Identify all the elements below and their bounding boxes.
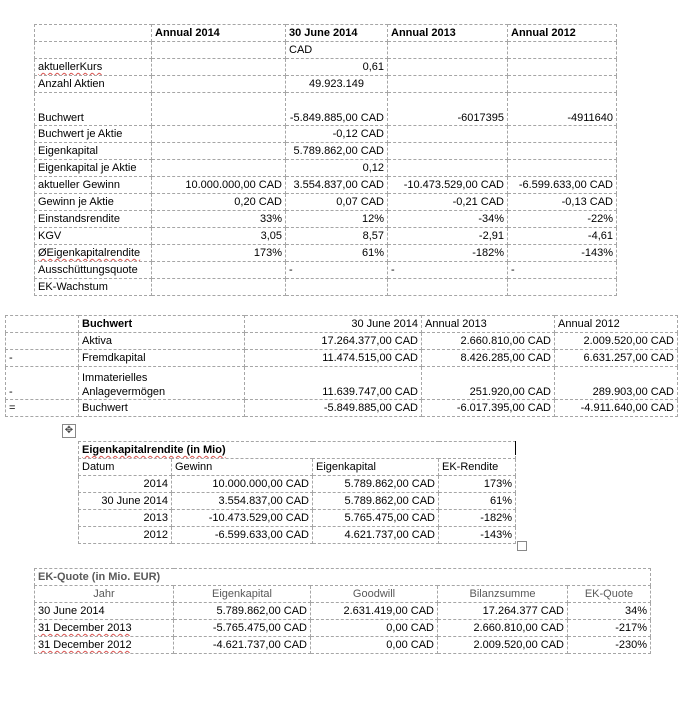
table-row [35, 93, 617, 126]
table-cell[interactable]: -6017395 [388, 93, 508, 126]
table-cell[interactable]: 2.660.810,00 CAD [438, 620, 568, 637]
table-cell[interactable]: -6.017.395,00 CAD [422, 400, 555, 417]
table-cell[interactable] [35, 42, 152, 59]
table-cell[interactable]: 30 June 2014 [35, 603, 174, 620]
table-cell[interactable]: 0,20 CAD [152, 194, 286, 211]
table-cell[interactable]: 5.789.862,00 CAD [313, 476, 439, 493]
table-cell[interactable]: 2014 [79, 476, 172, 493]
table-row [79, 493, 516, 510]
table-cell[interactable] [152, 126, 286, 143]
table-cell[interactable]: 2013 [79, 510, 172, 527]
table-cell[interactable]: 2.631.419,00 CAD [311, 603, 438, 620]
table-title[interactable]: EK-Quote (in Mio. EUR) [35, 569, 651, 586]
table-cell[interactable]: 10.000.000,00 CAD [172, 476, 313, 493]
table-cell[interactable] [508, 42, 617, 59]
table-cell[interactable]: -10.473.529,00 CAD [388, 177, 508, 194]
stock-metrics-table [34, 24, 617, 296]
table-cell[interactable]: 0,12 [286, 160, 388, 177]
table-cell[interactable]: -5.765.475,00 CAD [174, 620, 311, 637]
table-row [35, 160, 617, 177]
table-cell[interactable]: 31 December 2013 [35, 620, 174, 637]
table-header-cell[interactable]: Gewinn [172, 459, 313, 476]
table-header-row [35, 586, 651, 603]
table-cell[interactable]: Gewinn je Aktie [35, 194, 152, 211]
table-header-cell[interactable]: Annual 2013 [388, 25, 508, 42]
move-icon[interactable]: ✥ [62, 424, 76, 438]
book-value-table [5, 315, 678, 417]
equity-return-table [78, 441, 516, 544]
table-cell[interactable]: 61% [439, 493, 516, 510]
table-cell[interactable]: 5.789.862,00 CAD [313, 493, 439, 510]
table-cell[interactable]: -182% [388, 245, 508, 262]
table-header-cell[interactable]: Annual 2014 [152, 25, 286, 42]
table-header-cell[interactable]: Eigenkapital [174, 586, 311, 603]
table-title-cell[interactable] [79, 442, 516, 459]
table-cell[interactable] [6, 333, 79, 350]
table-cell[interactable]: Buchwert [35, 93, 152, 126]
table-cell[interactable]: -4911640 [508, 93, 617, 126]
table-header-row [79, 459, 516, 476]
table-cell[interactable]: 2.009.520,00 CAD [438, 637, 568, 654]
table-cell[interactable] [79, 367, 245, 400]
table-row [35, 177, 617, 194]
table-cell[interactable] [508, 160, 617, 177]
table-cell[interactable] [152, 160, 286, 177]
table-header-cell[interactable] [6, 316, 79, 333]
table-row [35, 194, 617, 211]
table-cell[interactable]: 17.264.377,00 CAD [245, 333, 422, 350]
table-row [35, 279, 617, 296]
table-header-cell[interactable]: EK-Rendite [439, 459, 516, 476]
table-cell[interactable]: -5.849.885,00 CAD [286, 93, 388, 126]
table-cell[interactable] [388, 59, 508, 76]
table-title-row [35, 569, 651, 586]
table-cell[interactable]: Fremdkapital [79, 350, 245, 367]
table-cell[interactable]: 61% [286, 245, 388, 262]
table-header-cell[interactable]: Jahr [35, 586, 174, 603]
table-cell[interactable]: -6.599.633,00 CAD [508, 177, 617, 194]
table-cell[interactable]: - [6, 350, 79, 367]
table-cell[interactable]: -0,21 CAD [388, 194, 508, 211]
table-cell[interactable]: 0,00 CAD [311, 637, 438, 654]
table-cell[interactable]: 6.631.257,00 CAD [555, 350, 678, 367]
table-row [35, 59, 617, 76]
table-row [35, 620, 651, 637]
table-cell[interactable]: 3,05 [152, 228, 286, 245]
table-header-cell[interactable]: Buchwert [79, 316, 245, 333]
table-header-cell[interactable]: Eigenkapital [313, 459, 439, 476]
table-cell[interactable]: Aktiva [79, 333, 245, 350]
table-cell[interactable]: -4,61 [508, 228, 617, 245]
table-cell[interactable]: Einstandsrendite [35, 211, 152, 228]
table-header-row [6, 316, 678, 333]
table-header-cell[interactable]: Bilanzsumme [438, 586, 568, 603]
table-cell[interactable]: 2.009.520,00 CAD [555, 333, 678, 350]
table-cell[interactable]: Buchwert [79, 400, 245, 417]
table-row [35, 262, 617, 279]
table-cell[interactable]: 5.789.862,00 CAD [286, 143, 388, 160]
table-header-cell[interactable] [35, 25, 152, 42]
table-cell[interactable] [508, 279, 617, 296]
table-cell[interactable] [152, 279, 286, 296]
table-row [35, 76, 617, 93]
row-label-line2: Anlagevermögen [82, 386, 166, 398]
table-row [35, 126, 617, 143]
table-header-cell[interactable]: Annual 2012 [508, 25, 617, 42]
table-cell[interactable]: 5.789.862,00 CAD [174, 603, 311, 620]
table-row [6, 400, 678, 417]
table-cell[interactable]: 11.639.747,00 CAD [245, 367, 422, 400]
table-cell[interactable] [508, 126, 617, 143]
table-cell[interactable]: - [286, 262, 388, 279]
table-cell[interactable]: 34% [568, 603, 651, 620]
table-cell[interactable] [388, 279, 508, 296]
table-cell[interactable]: -4.911.640,00 CAD [555, 400, 678, 417]
text-cursor [515, 441, 516, 455]
table-cell[interactable]: 0,00 CAD [311, 620, 438, 637]
table-cell[interactable]: 2.660.810,00 CAD [422, 333, 555, 350]
table-cell[interactable]: ØEigenkapitalrendite [35, 245, 152, 262]
table-row [35, 603, 651, 620]
table-cell[interactable]: EK-Wachstum [35, 279, 152, 296]
table-header-cell[interactable]: EK-Quote [568, 586, 651, 603]
table-cell[interactable] [388, 126, 508, 143]
table-cell[interactable]: 33% [152, 211, 286, 228]
table-cell[interactable]: -2,91 [388, 228, 508, 245]
table-cell[interactable]: 0,07 CAD [286, 194, 388, 211]
table-cell[interactable]: -6.599.633,00 CAD [172, 527, 313, 544]
table-cell[interactable] [152, 59, 286, 76]
table-header-cell[interactable]: Annual 2012 [555, 316, 678, 333]
table-cell[interactable]: -4.621.737,00 CAD [174, 637, 311, 654]
table-header-cell[interactable]: Annual 2013 [422, 316, 555, 333]
table-row [35, 143, 617, 160]
table-header-cell[interactable]: 30 June 2014 [245, 316, 422, 333]
table-cell[interactable]: - [508, 262, 617, 279]
table-cell[interactable]: Eigenkapital je Aktie [35, 160, 152, 177]
table-cell[interactable] [152, 42, 286, 59]
table-row [35, 211, 617, 228]
table-cell[interactable]: - [6, 367, 79, 400]
table-cell[interactable]: 2012 [79, 527, 172, 544]
table-cell[interactable]: -0,13 CAD [508, 194, 617, 211]
table-row [6, 350, 678, 367]
table-header-cell[interactable]: 30 June 2014 [286, 25, 388, 42]
table-cell[interactable]: 5.765.475,00 CAD [313, 510, 439, 527]
table-cell[interactable]: CAD [286, 42, 388, 59]
table-cell[interactable] [388, 42, 508, 59]
table-cell[interactable]: 12% [286, 211, 388, 228]
table-cell[interactable]: 4.621.737,00 CAD [313, 527, 439, 544]
table-cell[interactable]: 10.000.000,00 CAD [152, 177, 286, 194]
table-row [35, 42, 617, 59]
table-cell[interactable]: -0,12 CAD [286, 126, 388, 143]
table-cell[interactable]: 289.903,00 CAD [555, 367, 678, 400]
table-row [79, 476, 516, 493]
table-row [35, 637, 651, 654]
table-cell[interactable]: aktuellerKurs [35, 59, 152, 76]
table-cell[interactable] [508, 59, 617, 76]
table-cell[interactable]: -10.473.529,00 CAD [172, 510, 313, 527]
table-cell[interactable] [508, 76, 617, 93]
table-cell[interactable]: -230% [568, 637, 651, 654]
table-cell[interactable] [152, 143, 286, 160]
table-cell[interactable] [152, 262, 286, 279]
table-cell[interactable]: 251.920,00 CAD [422, 367, 555, 400]
table-row [6, 367, 678, 400]
table-cell[interactable]: - [388, 262, 508, 279]
table-cell[interactable]: 8,57 [286, 228, 388, 245]
table-cell[interactable]: -34% [388, 211, 508, 228]
table-row [35, 245, 617, 262]
table-cell[interactable] [388, 76, 508, 93]
table-cell[interactable]: -22% [508, 211, 617, 228]
table-row [35, 228, 617, 245]
table-cell[interactable]: Eigenkapital [35, 143, 152, 160]
table-cell[interactable]: = [6, 400, 79, 417]
table-cell[interactable]: 173% [439, 476, 516, 493]
table-cell[interactable] [152, 93, 286, 126]
table-cell[interactable] [152, 76, 286, 93]
table-cell[interactable]: Anzahl Aktien [35, 76, 152, 93]
table-cell[interactable]: -143% [439, 527, 516, 544]
table-title-row [79, 442, 516, 459]
table-cell[interactable]: 3.554.837,00 CAD [172, 493, 313, 510]
table-cell[interactable] [508, 143, 617, 160]
table-cell[interactable]: 173% [152, 245, 286, 262]
table-cell[interactable]: 31 December 2012 [35, 637, 174, 654]
table-row [6, 333, 678, 350]
table-cell[interactable]: Buchwert je Aktie [35, 126, 152, 143]
table-header-cell[interactable]: Datum [79, 459, 172, 476]
table-cell[interactable]: -217% [568, 620, 651, 637]
table-header-row [35, 25, 617, 42]
table-cell[interactable]: 0,61 [286, 59, 388, 76]
equity-ratio-table [34, 568, 651, 654]
resize-handle-icon[interactable] [517, 541, 527, 551]
table-cell[interactable]: 30 June 2014 [79, 493, 172, 510]
table-cell[interactable]: 3.554.837,00 CAD [286, 177, 388, 194]
table-cell[interactable]: -182% [439, 510, 516, 527]
table-row [79, 510, 516, 527]
table-cell[interactable]: KGV [35, 228, 152, 245]
table-row [79, 527, 516, 544]
table-cell[interactable] [388, 160, 508, 177]
table-cell[interactable]: aktueller Gewinn [35, 177, 152, 194]
table-cell[interactable]: Ausschüttungsquote [35, 262, 152, 279]
table-cell[interactable] [286, 279, 388, 296]
table-cell[interactable] [388, 143, 508, 160]
row-label-line1: Immaterielles [82, 372, 148, 384]
table-cell[interactable]: -5.849.885,00 CAD [245, 400, 422, 417]
table-cell[interactable]: -143% [508, 245, 617, 262]
table-cell[interactable]: 49.923.149 [286, 76, 388, 93]
table-cell[interactable]: 8.426.285,00 CAD [422, 350, 555, 367]
table-cell[interactable]: 11.474.515,00 CAD [245, 350, 422, 367]
table-title: Eigenkapitalrendite (in Mio) [82, 444, 226, 456]
table-header-cell[interactable]: Goodwill [311, 586, 438, 603]
table-cell[interactable]: 17.264.377 CAD [438, 603, 568, 620]
